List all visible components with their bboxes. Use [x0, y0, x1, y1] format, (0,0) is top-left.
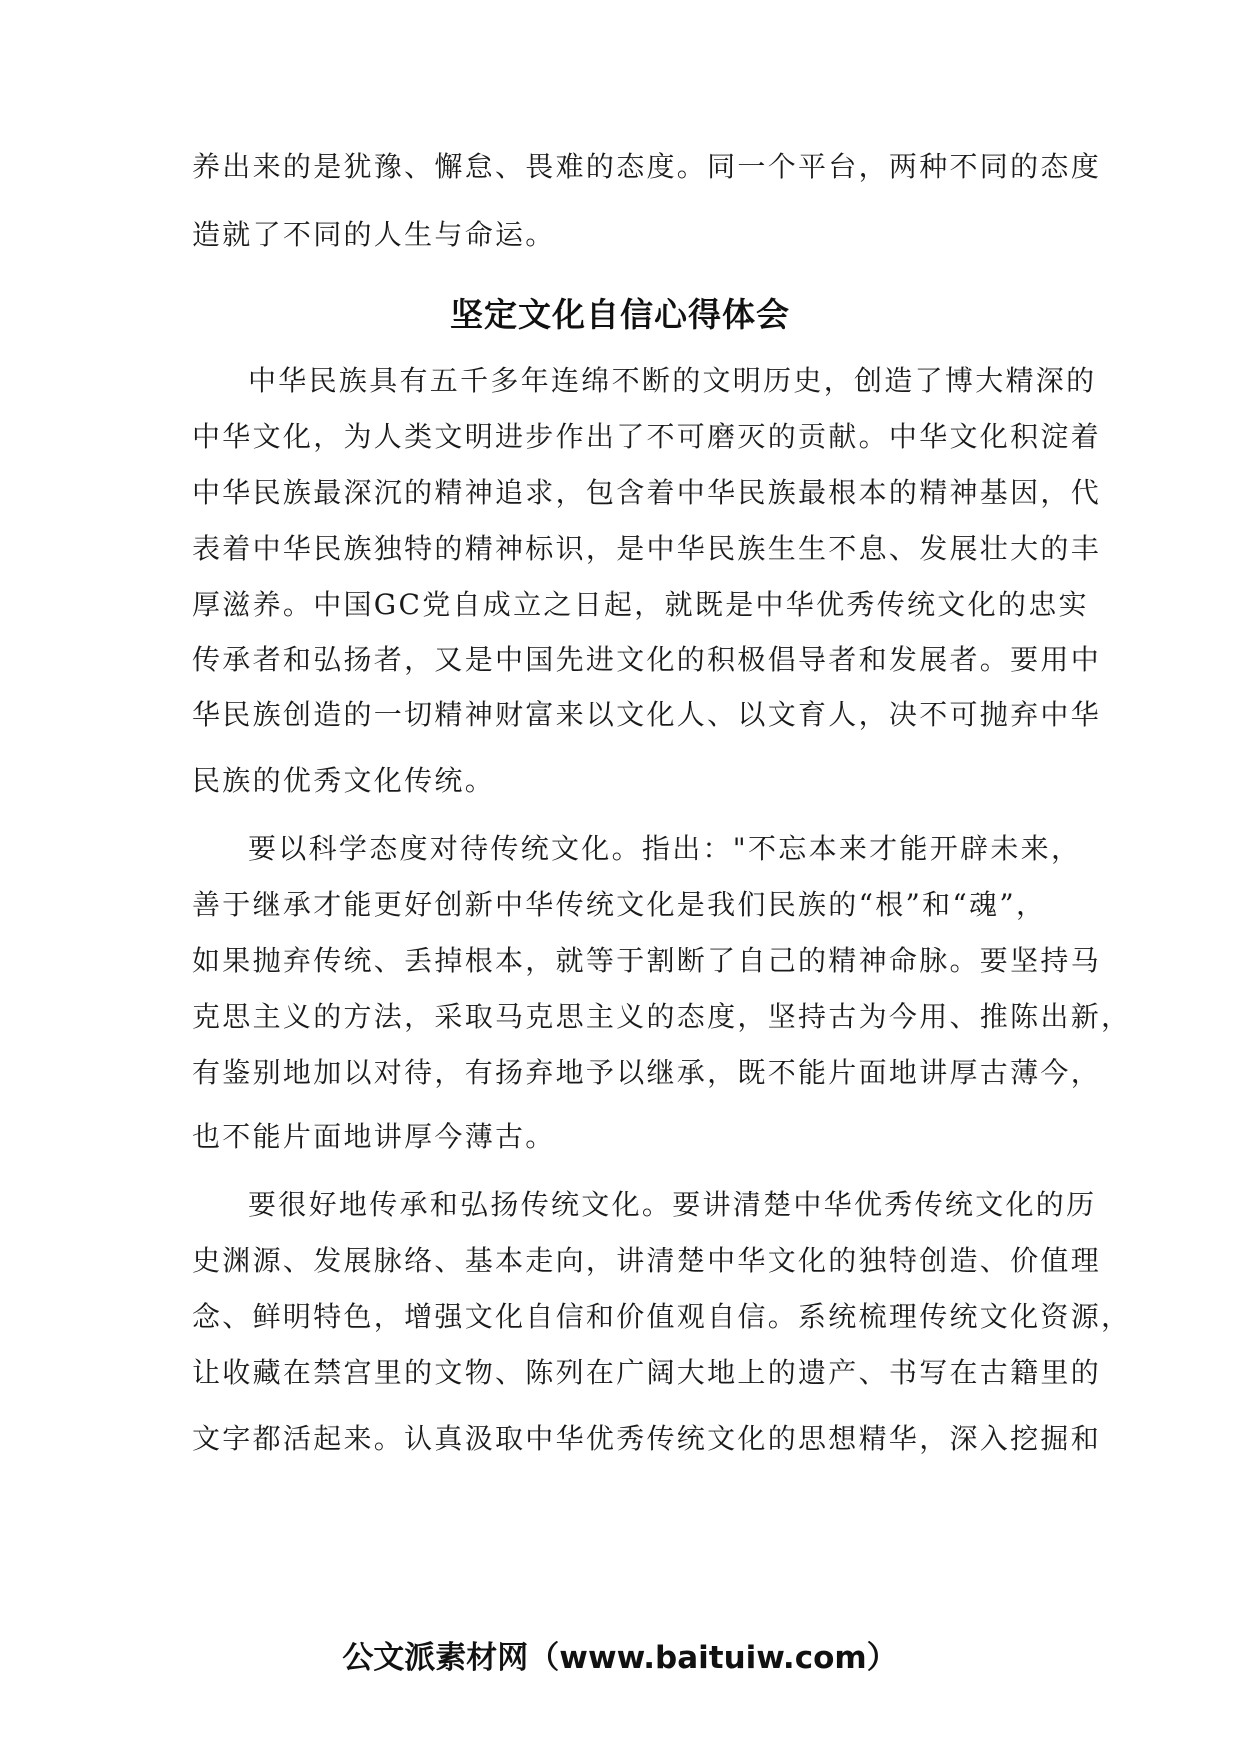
paragraph-line: 要很好地传承和弘扬传统文化。要讲清楚中华优秀传统文化的历: [248, 1188, 1097, 1221]
document-title: 坚定文化自信心得体会: [450, 295, 790, 334]
paragraph-line: 民族的优秀文化传统。: [192, 764, 496, 797]
paragraph-line: 善于继承才能更好创新中华传统文化是我们民族的“根”和“魂”，: [192, 888, 1047, 921]
paragraph-line: 如果抛弃传统、丢掉根本，就等于割断了自己的精神命脉。要坚持马: [192, 944, 1102, 977]
paragraph-line: 克思主义的方法，采取马克思主义的态度，坚持古为今用、推陈出新，: [192, 1000, 1132, 1033]
paragraph-line: 文字都活起来。认真汲取中华优秀传统文化的思想精华，深入挖掘和: [192, 1422, 1102, 1455]
paragraph-line: 表着中华民族独特的精神标识，是中华民族生生不息、发展壮大的丰: [192, 532, 1102, 565]
paragraph-line: 厚滋养。中国GC党自成立之日起，就既是中华优秀传统文化的忠实: [192, 588, 1089, 621]
prev-section-line: 养出来的是犹豫、懈怠、畏难的态度。同一个平台，两种不同的态度: [192, 150, 1102, 183]
paragraph-line: 中华文化，为人类文明进步作出了不可磨灭的贡献。中华文化积淀着: [192, 420, 1102, 453]
paragraph-line: 让收藏在禁宫里的文物、陈列在广阔大地上的遗产、书写在古籍里的: [192, 1356, 1102, 1389]
paragraph-line: 史渊源、发展脉络、基本走向，讲清楚中华文化的独特创造、价值理: [192, 1244, 1102, 1277]
paragraph-line: 中华民族最深沉的精神追求，包含着中华民族最根本的精神基因，代: [192, 476, 1102, 509]
paragraph-line: 华民族创造的一切精神财富来以文化人、以文育人，决不可抛弃中华: [192, 698, 1102, 731]
page-footer: 公文派素材网（www.baituiw.com）: [342, 1640, 898, 1676]
paragraph-line: 要以科学态度对待传统文化。指出："不忘本来才能开辟未来，: [248, 832, 1082, 865]
paragraph-line: 传承者和弘扬者，又是中国先进文化的积极倡导者和发展者。要用中: [192, 643, 1102, 676]
paragraph-line: 念、鲜明特色，增强文化自信和价值观自信。系统梳理传统文化资源，: [192, 1300, 1132, 1333]
paragraph-line: 中华民族具有五千多年连绵不断的文明历史，创造了博大精深的: [248, 364, 1097, 397]
paragraph-line: 有鉴别地加以对待，有扬弃地予以继承，既不能片面地讲厚古薄今，: [192, 1056, 1102, 1089]
prev-section-line: 造就了不同的人生与命运。: [192, 218, 556, 251]
paragraph-line: 也不能片面地讲厚今薄古。: [192, 1120, 556, 1153]
